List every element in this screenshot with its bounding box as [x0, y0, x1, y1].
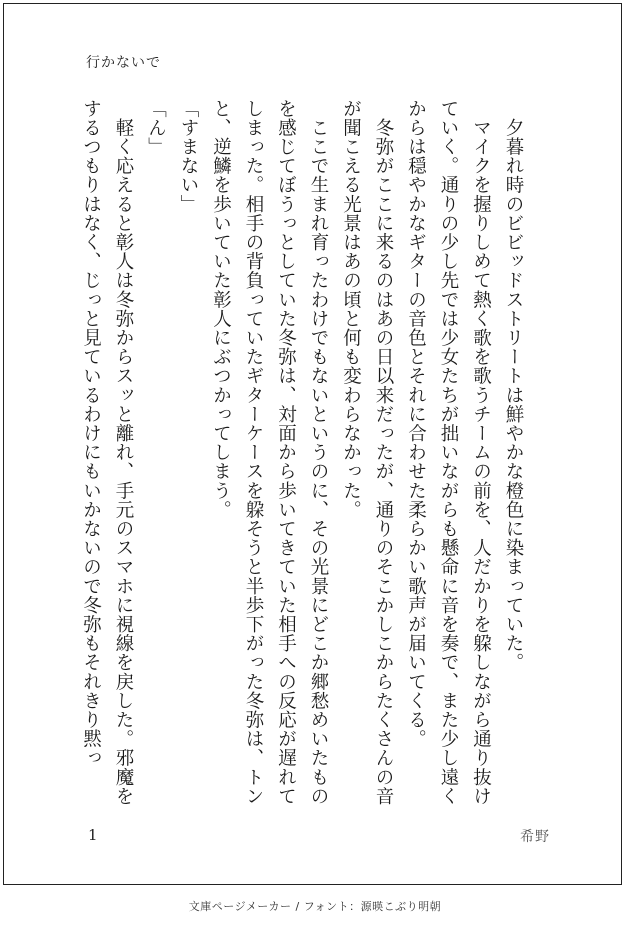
paragraph-3: 冬弥がここに来るのはあの日以来だったが、通りのそこかしこからたくさんの音が聞こえる光景はあの頃と何も変わらなかった。: [340, 99, 394, 806]
dialogue-line-1: 「すまない」: [178, 99, 199, 214]
footer-credit: 文庫ページメーカー / フォント：源暎こぶり明朝: [188, 900, 442, 913]
paragraph-4: ここで生まれ育ったわけでもないというのに、その光景にどこか郷愁めいたものを感じてぼうっとしていた冬弥は、対面から歩いてきていた相手への反応が遅れてしまった。相手の背負っていたギターケースを躱そうと半歩下がった冬弥は、トンと、逆鱗を歩いていた彰人にぶつかってしまう。: [210, 99, 329, 806]
paragraph-1: 夕暮れ時のビビッドストリートは鮮やかな橙色に染まっていた。: [503, 99, 524, 672]
page-number: 1: [88, 826, 98, 844]
book-page: [3, 3, 622, 885]
vertical-body-text: [80, 99, 529, 819]
paragraph-2: マイクを握りしめて熱く歌を歌うチームの前を、人だかりを躱しながら通り抜けていく。通りの少し先では少女たちが拙いながらも懸命に音を奏で、また少し遠くからは穏やかなギターの音色とそれに合わせた柔らかい歌声が届いてくる。: [405, 99, 492, 806]
author-name: 希野: [520, 829, 550, 845]
paragraph-5: 軽く応えると彰人は冬弥からスッと離れ、手元のスマホに視線を戻した。邪魔をするつもりはなく、じっと見ているわけにもいかないので冬弥もそれきり黙っ: [80, 99, 134, 806]
page-title: 行かないで: [86, 55, 161, 71]
dialogue-line-2: 「ん」: [145, 99, 167, 157]
